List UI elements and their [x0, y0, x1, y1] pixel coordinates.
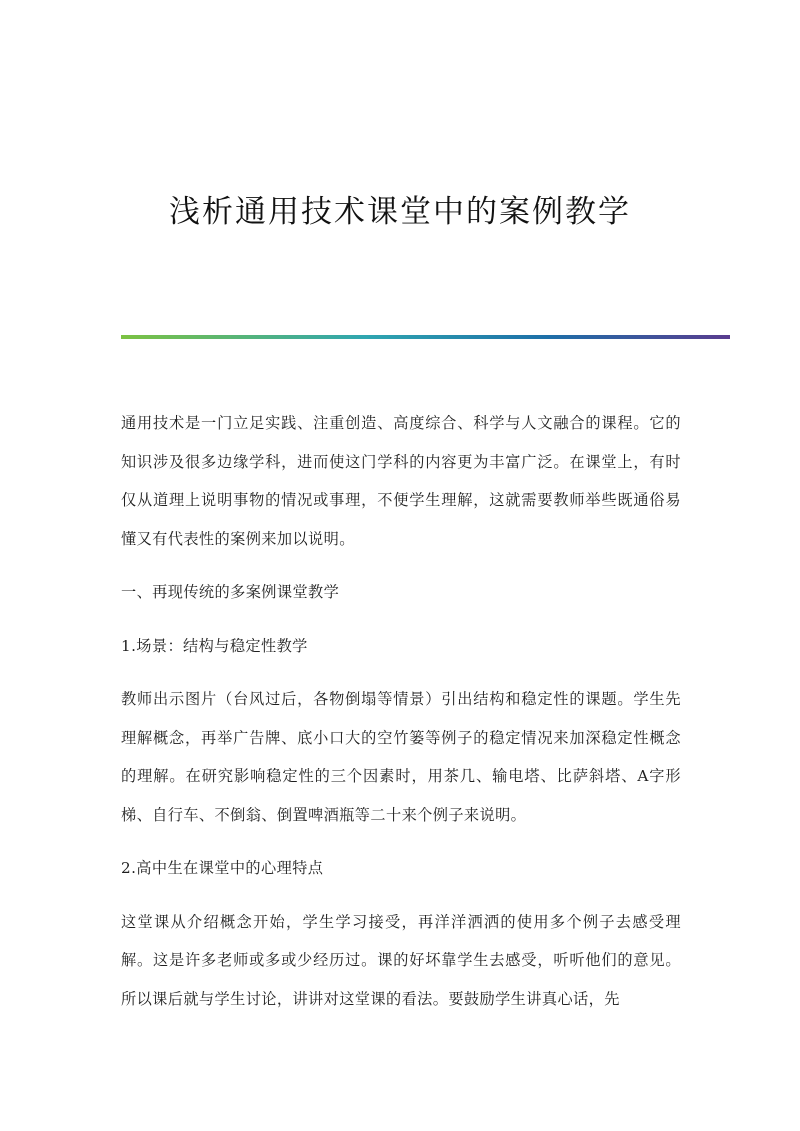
subsection-heading: 1.场景：结构与稳定性教学 [121, 636, 308, 655]
subsection-heading: 2.高中生在课堂中的心理特点 [121, 859, 324, 877]
title-divider [121, 335, 730, 339]
paragraph-scene: 教师出示图片（台风过后，各物倒塌等情景）引出结构和稳定性的课题。学生先理解概念，再举广告牌、底小口大的空竹篓等例子的稳定情况来加深稳定性概念的理解。在研究影响稳定性的三个因素时，用茶几、输电塔、比萨斜塔、A字形梯、自行车、不倒翁、倒置啤酒瓶等二十来个例子来说明。 [121, 690, 681, 824]
paragraph-intro: 通用技术是一门立足实践、注重创造、高度综合、科学与人文融合的课程。它的知识涉及很多边缘学科，进而使这门学科的内容更为丰富广泛。在课堂上，有时仅从道理上说明事物的情况或事理，不便学生理解，这就需要教师举些既通俗易懂又有代表性的案例来加以说明。 [121, 414, 681, 548]
paragraph-psychology: 这堂课从介绍概念开始，学生学习接受，再洋洋洒洒的使用多个例子去感受理解。这是许多老师或多或少经历过。课的好坏靠学生去感受，听听他们的意见。所以课后就与学生讨论，讲讲对这堂课的看法。要鼓励学生讲真心话，先 [121, 912, 681, 1008]
document-body [121, 404, 681, 1033]
section-heading: 一、再现传统的多案例课堂教学 [121, 583, 340, 601]
page-title: 浅析通用技术课堂中的案例教学 [169, 194, 631, 230]
